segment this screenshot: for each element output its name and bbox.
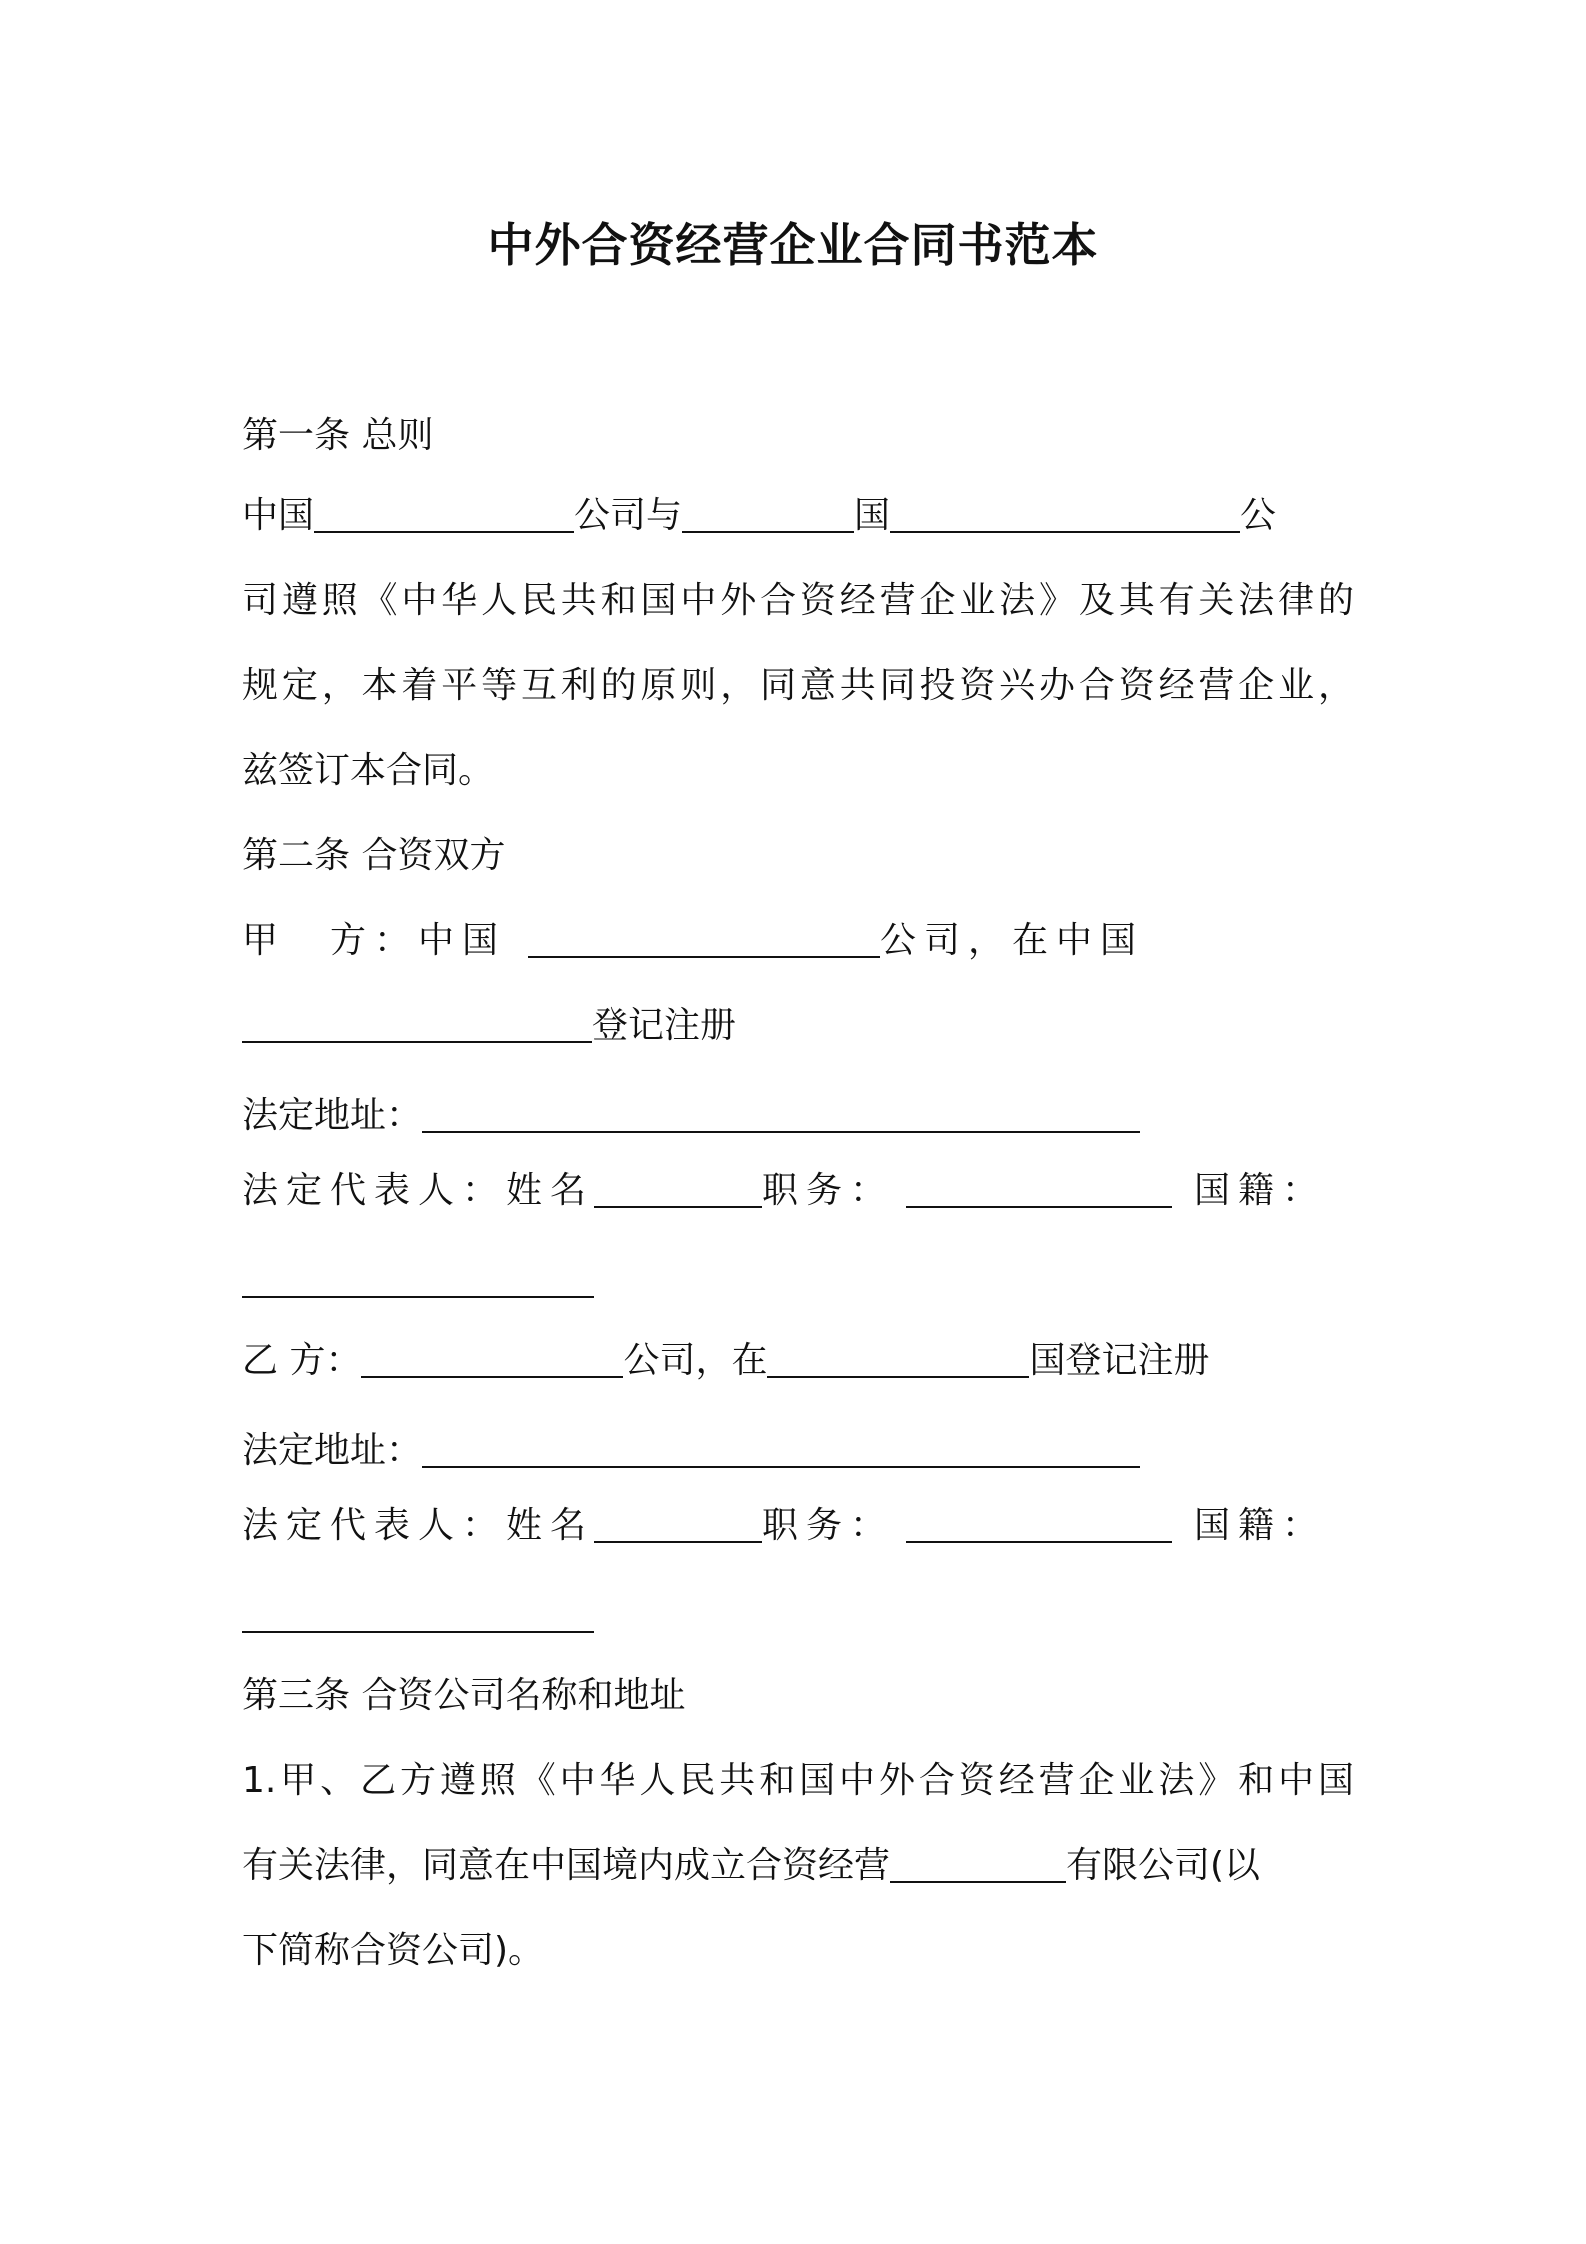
fill-in-blank bbox=[890, 1847, 1066, 1883]
text-segment: 法定代表人：姓名 bbox=[242, 1505, 595, 1546]
fill-in-blank bbox=[422, 1097, 1140, 1133]
party-b-representative-line bbox=[242, 1500, 1354, 1552]
party-b-nationality-blank-line bbox=[242, 1590, 1354, 1642]
party-a-representative-line bbox=[242, 1165, 1354, 1217]
text-segment: 公 bbox=[1240, 495, 1277, 536]
text-segment: 法定代表人：姓名 bbox=[242, 1170, 595, 1211]
text-segment: 国籍： bbox=[1194, 1505, 1327, 1546]
text-segment: 法定地址： bbox=[242, 1095, 423, 1136]
text-segment: 公司，在中国 bbox=[880, 920, 1145, 961]
article-1-paragraph-line-2: 司遵照《中华人民共和国中外合资经营企业法》及其有关法律的 bbox=[242, 580, 1354, 621]
text-segment: 国籍： bbox=[1194, 1170, 1327, 1211]
fill-in-blank bbox=[767, 1342, 1029, 1378]
fill-in-blank bbox=[682, 497, 854, 533]
article-1-paragraph-line-1 bbox=[242, 490, 1354, 542]
text-segment: 乙 方： bbox=[242, 1340, 362, 1381]
party-a-registration-line bbox=[242, 1000, 1354, 1052]
article-1-heading: 第一条 总则 bbox=[242, 415, 434, 456]
fill-in-blank bbox=[594, 1507, 762, 1543]
party-a-address-line bbox=[242, 1090, 1354, 1142]
fill-in-blank bbox=[314, 497, 574, 533]
article-1-paragraph-line-4: 兹签订本合同。 bbox=[242, 750, 495, 791]
fill-in-blank bbox=[422, 1432, 1140, 1468]
article-3-heading: 第三条 合资公司名称和地址 bbox=[242, 1675, 686, 1716]
article-3-paragraph-line-2 bbox=[242, 1840, 1354, 1892]
text-segment: 法定地址： bbox=[242, 1430, 423, 1471]
party-a-line bbox=[242, 915, 1354, 967]
text-segment: 有限公司(以 bbox=[1066, 1845, 1261, 1886]
party-b-address-line bbox=[242, 1425, 1354, 1477]
fill-in-blank bbox=[594, 1172, 762, 1208]
text-segment: 国登记注册 bbox=[1029, 1340, 1210, 1381]
text-segment: 职务： bbox=[762, 1505, 895, 1546]
party-b-line bbox=[242, 1335, 1354, 1387]
fill-in-blank bbox=[242, 1007, 592, 1043]
text-segment: 公司，在 bbox=[623, 1340, 768, 1381]
article-2-heading: 第二条 合资双方 bbox=[242, 835, 506, 876]
fill-in-blank bbox=[906, 1507, 1172, 1543]
text-segment: 甲 方：中国 bbox=[242, 920, 507, 961]
text-segment: 职务： bbox=[762, 1170, 895, 1211]
fill-in-blank bbox=[361, 1342, 623, 1378]
party-a-nationality-blank-line bbox=[242, 1255, 1354, 1307]
document-title: 中外合资经营企业合同书范本 bbox=[487, 218, 1099, 272]
fill-in-blank bbox=[242, 1597, 594, 1633]
text-segment: 登记注册 bbox=[592, 1005, 737, 1046]
fill-in-blank bbox=[528, 922, 880, 958]
text-segment: 公司与 bbox=[574, 495, 683, 536]
text-segment: 有关法律，同意在中国境内成立合资经营 bbox=[242, 1845, 891, 1886]
text-segment: 国 bbox=[854, 495, 891, 536]
article-3-paragraph-line-3: 下简称合资公司)。 bbox=[242, 1930, 545, 1971]
text-segment: 中国 bbox=[242, 495, 315, 536]
article-1-paragraph-line-3: 规定，本着平等互利的原则，同意共同投资兴办合资经营企业， bbox=[242, 665, 1354, 706]
fill-in-blank bbox=[242, 1262, 594, 1298]
fill-in-blank bbox=[890, 497, 1240, 533]
article-3-paragraph-line-1: 1.甲、乙方遵照《中华人民共和国中外合资经营企业法》和中国 bbox=[242, 1760, 1354, 1801]
fill-in-blank bbox=[906, 1172, 1172, 1208]
